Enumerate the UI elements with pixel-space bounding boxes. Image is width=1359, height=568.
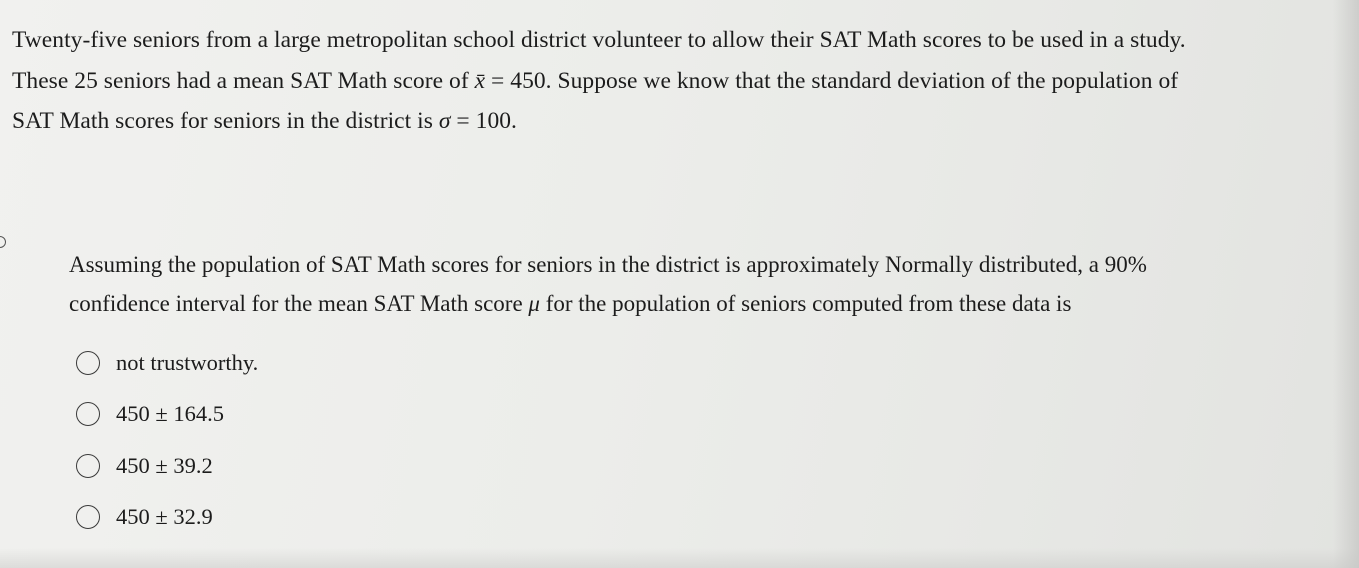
edge-mark-icon xyxy=(0,236,6,248)
stem-line-2 xyxy=(12,61,1332,102)
answer-option-label[interactable]: 450 ± 39.2 xyxy=(116,452,213,478)
answer-option-b[interactable] xyxy=(76,389,258,441)
answer-options xyxy=(76,337,258,543)
stem-line-2-start: These 25 seniors had a mean SAT Math score of xyxy=(12,67,475,94)
sample-mean-symbol: x̄ xyxy=(474,67,486,94)
screen-edge-shadow xyxy=(1333,0,1359,568)
stem-line-3 xyxy=(12,101,1332,142)
stem-line-2-end: = 450. Suppose we know that the standard deviation of the population of xyxy=(485,67,1179,94)
question-line-2-end: for the population of seniors computed from these data is xyxy=(539,290,1072,316)
question-prompt xyxy=(69,246,1319,323)
answer-option-label[interactable]: 450 ± 32.9 xyxy=(116,504,213,530)
question-line-1: Assuming the population of SAT Math scores for seniors in the district is approximately Normally distributed, a 90% xyxy=(69,252,1147,277)
bottom-edge-shadow xyxy=(0,548,1359,568)
answer-option-label[interactable]: not trustworthy. xyxy=(116,349,259,375)
answer-option-label[interactable]: 450 ± 164.5 xyxy=(116,401,224,427)
answer-option-c[interactable] xyxy=(76,440,258,492)
radio-button-icon[interactable] xyxy=(76,402,100,426)
radio-button-icon[interactable] xyxy=(76,351,100,375)
mu-symbol: μ xyxy=(528,290,540,316)
question-line-2 xyxy=(69,285,1319,324)
stem-line-3-end: = 100. xyxy=(450,108,517,134)
sigma-symbol: σ xyxy=(438,108,451,134)
stem-line-3-start: SAT Math scores for seniors in the district is xyxy=(12,108,439,134)
question-line-2-start: confidence interval for the mean SAT Math score xyxy=(69,290,529,316)
answer-option-a[interactable] xyxy=(76,337,258,389)
radio-button-icon[interactable] xyxy=(76,454,100,478)
stem-line-1: Twenty-five seniors from a large metropolitan school district volunteer to allow their SAT Math scores to be used in a study. xyxy=(12,27,1186,53)
answer-option-d[interactable] xyxy=(76,492,258,544)
radio-button-icon[interactable] xyxy=(76,505,100,529)
problem-statement xyxy=(12,20,1332,142)
